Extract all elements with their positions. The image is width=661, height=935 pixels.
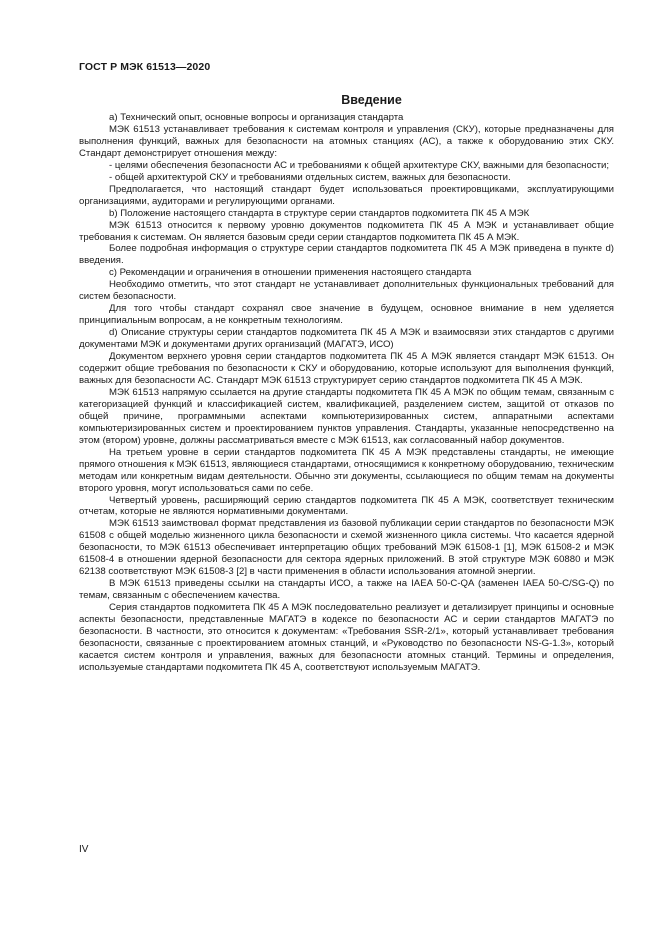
page-number: IV <box>79 844 89 855</box>
paragraph: На третьем уровне в серии стандартов подкомитета ПК 45 А МЭК представлены стандарты, не имеющие прямого отношения к МЭК 61513, являющиеся стандартами, относящимися к конкретному оборудованию, техническим методам или конкретным видам деятельности. Обычно эти документы, ссылающиеся по общим темам на документы второго уровня, могут использоваться сами по себе. <box>79 446 614 494</box>
paragraph: Предполагается, что настоящий стандарт будет использоваться проектировщиками, эксплуатирующими организациями, аудиторами и регулирующими органами. <box>79 183 614 207</box>
paragraph: а) Технический опыт, основные вопросы и организация стандарта <box>109 112 404 123</box>
paragraph: МЭК 61513 относится к первому уровню документов подкомитета ПК 45 А МЭК и устанавливает общие требования к системам. Он является базовым среди серии стандартов подкомитета ПК 45 А МЭК. <box>79 219 614 243</box>
paragraph: Серия стандартов подкомитета ПК 45 А МЭК последовательно реализует и детализирует принципы и основные аспекты безопасности, представленные МАГАТЭ в кодексе по безопасности АС и серии стандартов МАГАТЭ по безопасности. В частности, это относится к документам: «Требования SSR-2/1», который устанавливает требования безопасности, связанные с проектированием атомных станций, и «Руководство по безопасности NS-G-1.3», который касается систем контроля и управления, важных для безопасности атомных станций. Термины и определения, используемые стандартами подкомитета ПК 45 А, соответствуют используемым МАГАТЭ. <box>79 602 614 673</box>
paragraph: b) Положение настоящего стандарта в структуре серии стандартов подкомитета ПК 45 А МЭК <box>109 207 530 219</box>
paragraph: Более подробная информация о структуре серии стандартов подкомитета ПК 45 А МЭК приведена в пункте d) введения. <box>79 243 614 267</box>
paragraph: Документом верхнего уровня серии стандартов подкомитета ПК 45 А МЭК является стандарт МЭК 61513. Он содержит общие требования по безопасности к СКУ и оборудованию, которые используют для выполнения функций, важных для безопасности АС. Стандарт МЭК 61513 структурирует серию стандартов подкомитета ПК 45 А МЭК. <box>79 351 614 386</box>
paragraph: Четвертый уровень, расширяющий серию стандартов подкомитета ПК 45 А МЭК, соответствует техническим отчетам, которые не являются нормативными документами. <box>79 494 614 518</box>
paragraph: d) Описание структуры серии стандартов подкомитета ПК 45 А МЭК и взаимосвязи этих стандартов с другими документами МЭК и документами других организаций (МАГАТЭ, ИСО) <box>79 327 614 351</box>
paragraph: В МЭК 61513 приведены ссылки на стандарты ИСО, а также на IAEA 50-C-QA (заменен IAEA 50-C/SG-Q) по темам, связанным с обеспечением качества. <box>79 578 614 602</box>
paragraph: Необходимо отметить, что этот стандарт не устанавливает дополнительных функциональных требований для систем безопасности. <box>79 279 614 303</box>
document-header: ГОСТ Р МЭК 61513—2020 <box>79 61 211 73</box>
paragraph: с) Рекомендации и ограничения в отношении применения настоящего стандарта <box>109 267 472 279</box>
list-item: - целями обеспечения безопасности АС и требованиями к общей архитектуре СКУ, важными для безопасности; <box>109 159 610 171</box>
paragraph: Для того чтобы стандарт сохранял свое значение в будущем, основное внимание в нем уделяется принципиальным вопросам, а не конкретным технологиям. <box>79 303 614 327</box>
paragraph: МЭК 61513 заимствовал формат представления из базовой публикации серии стандартов по безопасности МЭК 61508 с общей моделью жизненного цикла безопасности и схемой жизненного цикла системы. Что касается ядерной безопасности, то МЭК 61513 обеспечивает интерпретацию общих требований МЭК 61508-1 [1], МЭК 61508-2 и МЭК 61508-4 в отношении ядерной безопасности для сектора ядерных приложений. В этой структуре МЭК 60880 и МЭК 62138 соответствуют МЭК 61508-3 [2] в части применения в области использования атомной энергии. <box>79 518 614 578</box>
paragraph: МЭК 61513 устанавливает требования к системам контроля и управления (СКУ), которые предназначены для выполнения функций, важных для безопасности на атомных станциях (АС), а также к оборудованию этих СКУ. Стандарт демонстрирует отношения между: <box>79 123 614 159</box>
list-item: - общей архитектурой СКУ и требованиями отдельных систем, важных для безопасности. <box>109 171 511 183</box>
paragraph: МЭК 61513 напрямую ссылается на другие стандарты подкомитета ПК 45 А МЭК по общим темам, связанным с категоризацией функций и классификацией систем, квалификацией, разделением систем, защитой от отказов по общей причине, программными аспектами компьютеризированных систем, аппаратными аспектами компьютеризированных систем и проектированием пунктов управления. Стандарты, указанные непосредственно на этом (втором) уровне, должны рассматриваться вместе с МЭК 61513, как согласованный набор документов. <box>79 386 614 446</box>
body-text <box>79 112 614 674</box>
section-title-text: Введение <box>341 93 402 107</box>
section-title <box>0 93 661 107</box>
